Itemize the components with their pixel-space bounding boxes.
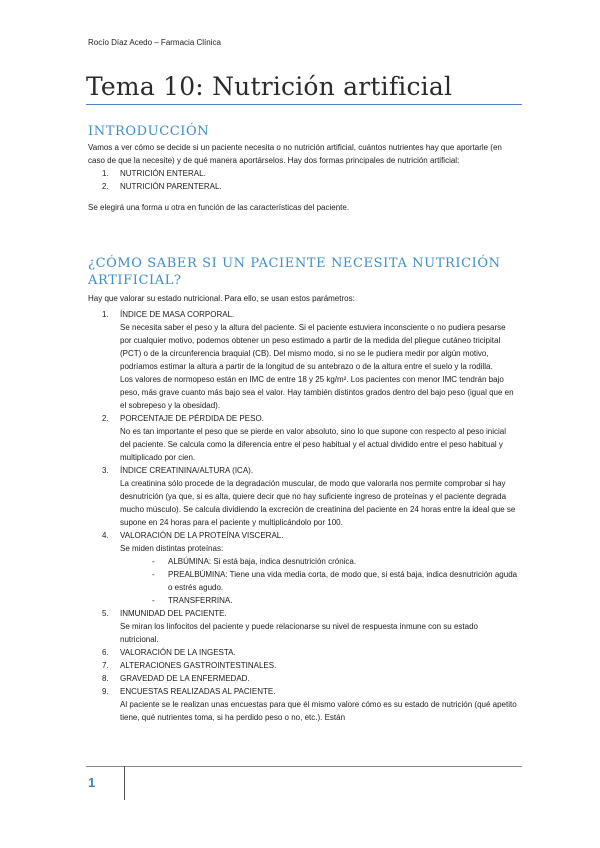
list-item: 3. ÍNDICE CREATININA/ALTURA (ICA). (102, 466, 254, 475)
intro-body (88, 141, 518, 214)
list-item: 7. ALTERACIONES GASTROINTESTINALES. (102, 661, 277, 670)
page-title: Tema 10: Nutrición artificial (86, 72, 453, 101)
page-number: 1 (88, 775, 96, 790)
intro-heading: INTRODUCCIÓN (88, 124, 210, 139)
item-head: INMUNIDAD DEL PACIENTE. (120, 609, 227, 618)
list-item: 1. ÍNDICE DE MASA CORPORAL. (102, 310, 235, 319)
item-desc: No es tan importante el peso que se pierde en valor absoluto, sino lo que supone con respecto al peso inicial del paciente. Se calcula como la diferencia entre el peso habitual y el actual dividido entre el peso habitual y multiplicado por cien. (120, 427, 507, 462)
page-header: Rocío Díaz Acedo – Farmacia Clínica (88, 38, 221, 47)
item-desc: Al paciente se le realizan unas encuestas para que él mismo valore cómo es su estado de nutrición (qué apetito tiene, qué nutrientes toma, si ha perdido peso o no, etc.). Están (120, 700, 517, 722)
item-head: VALORACIÓN DE LA INGESTA. (120, 648, 236, 657)
intro-item-2: NUTRICIÓN PARENTERAL. (120, 182, 222, 191)
item-desc: Los valores de normopeso están en IMC de entre 18 y 25 kg/m². Los pacientes con menor IMC tendrán bajo peso, más grave cuanto más bajo sea el valor. Hay también distintos grados dentro del bajo peso (igual que en el sobrepeso y la obesidad). (120, 375, 514, 410)
item-desc: Se miran los linfocitos del paciente y puede relacionarse su nivel de respuesta inmune con su estado nutricional. (120, 622, 478, 644)
list-item: 6. VALORACIÓN DE LA INGESTA. (102, 648, 236, 657)
list-item: 1. NUTRICIÓN ENTERAL. (102, 169, 206, 178)
section2-heading: ¿CÓMO SABER SI UN PACIENTE NECESITA NUTRICIÓN ARTIFICIAL? (88, 256, 501, 288)
protein-item: - TRANSFERRINA. (152, 596, 233, 605)
item-head: ÍNDICE CREATININA/ALTURA (ICA). (120, 466, 254, 475)
list-item: 4. VALORACIÓN DE LA PROTEÍNA VISCERAL. (102, 531, 284, 540)
item-desc: La creatinina sólo procede de la degradación muscular, de modo que valorarla nos permite comprobar si hay desnutrición (ya que, si es alta, quiere decir que no hay suficiente ingreso de proteínas y el paciente degrada mucho músculo). Se calcula dividiendo la excreción de creatinina del paciente en 24 horas entre la ideal que se supone en 24 horas para el paciente y multiplicándolo por 100. (120, 479, 516, 527)
item-desc: Se miden distintas proteínas: (120, 544, 224, 553)
intro-after: Se elegirá una forma u otra en función de las características del paciente. (88, 203, 350, 212)
section2-lead: Hay que valorar su estado nutricional. Para ello, se usan estos parámetros: (88, 294, 355, 303)
item-head: ÍNDICE DE MASA CORPORAL. (120, 310, 235, 319)
item-head: ENCUESTAS REALIZADAS AL PACIENTE. (120, 687, 276, 696)
section2-body (88, 292, 518, 724)
intro-list (88, 167, 518, 193)
footer-vertical-rule (124, 766, 125, 800)
item-head: ALTERACIONES GASTROINTESTINALES. (120, 661, 277, 670)
parameters-list (88, 308, 518, 724)
protein-item: - ALBÚMINA: Si está baja, indica desnutrición crónica. (152, 557, 357, 566)
intro-item-1: NUTRICIÓN ENTERAL. (120, 169, 206, 178)
item-head: VALORACIÓN DE LA PROTEÍNA VISCERAL. (120, 531, 284, 540)
list-item: 2. NUTRICIÓN PARENTERAL. (102, 182, 222, 191)
list-item: 5. INMUNIDAD DEL PACIENTE. (102, 609, 227, 618)
list-item: 2. PORCENTAJE DE PÉRDIDA DE PESO. (102, 414, 264, 423)
intro-paragraph: Vamos a ver cómo se decide si un paciente necesita o no nutrición artificial, cuántos nutrientes hay que aportarle (en caso de que la necesite) y de qué manera aportárselos. Hay dos formas principales de nutrición artificial: (88, 143, 502, 165)
protein-item: - PREALBÚMINA: Tiene una vida media corta, de modo que, si está baja, indica desnutrición aguda o estrés agudo. (152, 570, 518, 592)
list-item: 9. ENCUESTAS REALIZADAS AL PACIENTE. (102, 687, 276, 696)
list-item: 8. GRAVEDAD DE LA ENFERMEDAD. (102, 674, 250, 683)
item-head: GRAVEDAD DE LA ENFERMEDAD. (120, 674, 250, 683)
footer-divider (86, 766, 522, 767)
item-head: PORCENTAJE DE PÉRDIDA DE PESO. (120, 414, 264, 423)
title-underline (86, 104, 522, 105)
item-desc: Se necesita saber el peso y la altura del paciente. Si el paciente estuviera inconsciente o no pudiera pesarse por cualquier motivo, podemos obtener un peso estimado a partir de la medida del pliegue cutáneo tricipital (PCT) o de la circunferencia braquial (CB). Del mismo modo, si no se le pudiera medir por algún motivo, podríamos estimar la altura a partir de la longitud de su antebrazo o de la altura entre el suelo y la rodilla. (120, 323, 506, 371)
